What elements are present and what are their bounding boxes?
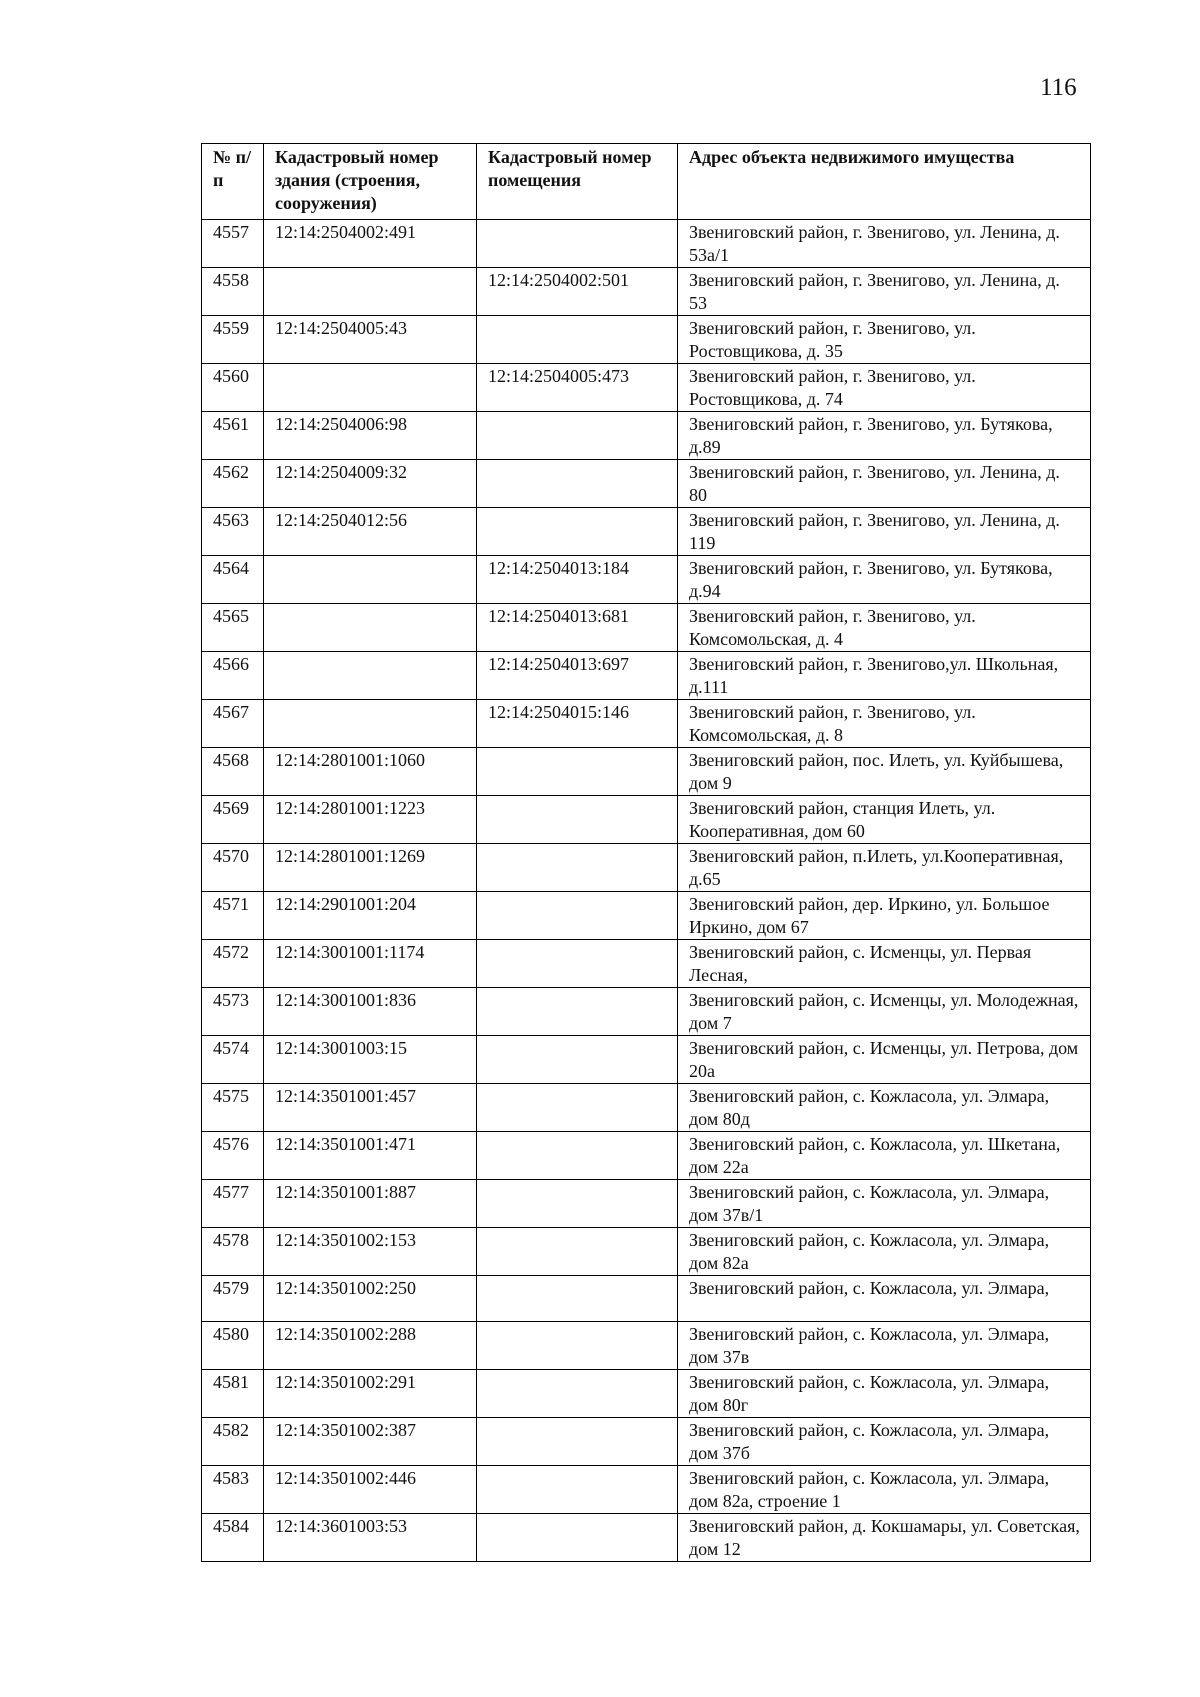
row-number-cell: 4580 bbox=[202, 1321, 264, 1369]
address-cell: Звениговский район, с. Кожласола, ул. Элмара, bbox=[678, 1276, 1091, 1322]
row-number-cell: 4566 bbox=[202, 652, 264, 700]
row-number-cell: 4564 bbox=[202, 556, 264, 604]
building-cadastral-cell: 12:14:2504005:43 bbox=[264, 316, 477, 364]
room-cadastral-cell bbox=[477, 892, 678, 940]
table-row bbox=[202, 268, 1091, 316]
row-number-cell: 4565 bbox=[202, 604, 264, 652]
address-cell: Звениговский район, с. Кожласола, ул. Элмара, дом 80д bbox=[678, 1084, 1091, 1132]
room-cadastral-cell bbox=[477, 1036, 678, 1084]
building-cadastral-cell: 12:14:2504012:56 bbox=[264, 508, 477, 556]
room-cadastral-cell bbox=[477, 844, 678, 892]
row-number-cell: 4581 bbox=[202, 1369, 264, 1417]
building-cadastral-cell: 12:14:3501001:887 bbox=[264, 1180, 477, 1228]
building-cadastral-cell: 12:14:3501002:288 bbox=[264, 1321, 477, 1369]
building-cadastral-cell: 12:14:2504006:98 bbox=[264, 412, 477, 460]
address-cell: Звениговский район, г. Звенигово, ул. Ленина, д. 80 bbox=[678, 460, 1091, 508]
room-cadastral-cell bbox=[477, 1321, 678, 1369]
row-number-cell: 4576 bbox=[202, 1132, 264, 1180]
room-cadastral-cell bbox=[477, 796, 678, 844]
table-row bbox=[202, 412, 1091, 460]
table-row bbox=[202, 604, 1091, 652]
room-cadastral-cell bbox=[477, 1369, 678, 1417]
building-cadastral-cell: 12:14:2801001:1269 bbox=[264, 844, 477, 892]
building-cadastral-cell: 12:14:2901001:204 bbox=[264, 892, 477, 940]
row-number-cell: 4569 bbox=[202, 796, 264, 844]
room-cadastral-cell: 12:14:2504013:697 bbox=[477, 652, 678, 700]
table-row bbox=[202, 940, 1091, 988]
building-cadastral-cell: 12:14:3501001:457 bbox=[264, 1084, 477, 1132]
address-cell: Звениговский район, г. Звенигово, ул. Ростовщикова, д. 74 bbox=[678, 364, 1091, 412]
building-cadastral-cell: 12:14:3501002:153 bbox=[264, 1228, 477, 1276]
row-number-cell: 4560 bbox=[202, 364, 264, 412]
table-row bbox=[202, 364, 1091, 412]
table-row bbox=[202, 508, 1091, 556]
table-row bbox=[202, 892, 1091, 940]
table-row bbox=[202, 1132, 1091, 1180]
row-number-cell: 4563 bbox=[202, 508, 264, 556]
address-cell: Звениговский район, г. Звенигово,ул. Школьная, д.111 bbox=[678, 652, 1091, 700]
building-cadastral-cell: 12:14:3501002:446 bbox=[264, 1465, 477, 1513]
room-cadastral-cell bbox=[477, 1417, 678, 1465]
address-cell: Звениговский район, г. Звенигово, ул. Комсомольская, д. 8 bbox=[678, 700, 1091, 748]
building-cadastral-cell: 12:14:3501002:250 bbox=[264, 1276, 477, 1322]
room-cadastral-cell bbox=[477, 220, 678, 268]
table-row bbox=[202, 700, 1091, 748]
address-cell: Звениговский район, г. Звенигово, ул. Ленина, д. 53а/1 bbox=[678, 220, 1091, 268]
header-row-number: № п/п bbox=[202, 144, 264, 220]
address-cell: Звениговский район, д. Кокшамары, ул. Советская, дом 12 bbox=[678, 1513, 1091, 1561]
table-row bbox=[202, 988, 1091, 1036]
address-cell: Звениговский район, с. Исменцы, ул. Петрова, дом 20а bbox=[678, 1036, 1091, 1084]
row-number-cell: 4559 bbox=[202, 316, 264, 364]
address-cell: Звениговский район, с. Кожласола, ул. Элмара, дом 82а, строение 1 bbox=[678, 1465, 1091, 1513]
room-cadastral-cell: 12:14:2504013:184 bbox=[477, 556, 678, 604]
address-cell: Звениговский район, г. Звенигово, ул. Комсомольская, д. 4 bbox=[678, 604, 1091, 652]
room-cadastral-cell bbox=[477, 1513, 678, 1561]
address-cell: Звениговский район, с. Кожласола, ул. Элмара, дом 82а bbox=[678, 1228, 1091, 1276]
building-cadastral-cell: 12:14:3501002:387 bbox=[264, 1417, 477, 1465]
building-cadastral-cell: 12:14:2801001:1223 bbox=[264, 796, 477, 844]
room-cadastral-cell bbox=[477, 316, 678, 364]
building-cadastral-cell: 12:14:3001001:836 bbox=[264, 988, 477, 1036]
table-header-row bbox=[202, 144, 1091, 220]
building-cadastral-cell bbox=[264, 556, 477, 604]
room-cadastral-cell bbox=[477, 460, 678, 508]
table-row bbox=[202, 1036, 1091, 1084]
room-cadastral-cell bbox=[477, 1084, 678, 1132]
row-number-cell: 4583 bbox=[202, 1465, 264, 1513]
property-registry-table bbox=[201, 143, 1091, 1562]
header-room-cadastral: Кадастровый номер помещения bbox=[477, 144, 678, 220]
building-cadastral-cell: 12:14:3601003:53 bbox=[264, 1513, 477, 1561]
table-row bbox=[202, 1465, 1091, 1513]
row-number-cell: 4577 bbox=[202, 1180, 264, 1228]
header-building-cadastral: Кадастровый номер здания (строения, сооружения) bbox=[264, 144, 477, 220]
table-row bbox=[202, 796, 1091, 844]
row-number-cell: 4584 bbox=[202, 1513, 264, 1561]
room-cadastral-cell: 12:14:2504015:146 bbox=[477, 700, 678, 748]
room-cadastral-cell: 12:14:2504002:501 bbox=[477, 268, 678, 316]
table-row bbox=[202, 652, 1091, 700]
address-cell: Звениговский район, с. Кожласола, ул. Элмара, дом 37б bbox=[678, 1417, 1091, 1465]
table-row bbox=[202, 1513, 1091, 1561]
row-number-cell: 4557 bbox=[202, 220, 264, 268]
table-row bbox=[202, 748, 1091, 796]
building-cadastral-cell: 12:14:3001001:1174 bbox=[264, 940, 477, 988]
building-cadastral-cell: 12:14:2504009:32 bbox=[264, 460, 477, 508]
header-address: Адрес объекта недвижимого имущества bbox=[678, 144, 1091, 220]
room-cadastral-cell bbox=[477, 748, 678, 796]
table-row bbox=[202, 1369, 1091, 1417]
room-cadastral-cell bbox=[477, 1276, 678, 1322]
row-number-cell: 4578 bbox=[202, 1228, 264, 1276]
address-cell: Звениговский район, с. Исменцы, ул. Молодежная, дом 7 bbox=[678, 988, 1091, 1036]
building-cadastral-cell bbox=[264, 700, 477, 748]
table-row bbox=[202, 316, 1091, 364]
room-cadastral-cell bbox=[477, 1465, 678, 1513]
row-number-cell: 4567 bbox=[202, 700, 264, 748]
room-cadastral-cell: 12:14:2504005:473 bbox=[477, 364, 678, 412]
row-number-cell: 4572 bbox=[202, 940, 264, 988]
room-cadastral-cell: 12:14:2504013:681 bbox=[477, 604, 678, 652]
row-number-cell: 4561 bbox=[202, 412, 264, 460]
building-cadastral-cell: 12:14:3501001:471 bbox=[264, 1132, 477, 1180]
row-number-cell: 4582 bbox=[202, 1417, 264, 1465]
address-cell: Звениговский район, с. Исменцы, ул. Первая Лесная, bbox=[678, 940, 1091, 988]
row-number-cell: 4568 bbox=[202, 748, 264, 796]
address-cell: Звениговский район, с. Кожласола, ул. Шкетана, дом 22а bbox=[678, 1132, 1091, 1180]
row-number-cell: 4573 bbox=[202, 988, 264, 1036]
row-number-cell: 4570 bbox=[202, 844, 264, 892]
address-cell: Звениговский район, дер. Иркино, ул. Большое Иркино, дом 67 bbox=[678, 892, 1091, 940]
building-cadastral-cell bbox=[264, 364, 477, 412]
table-row bbox=[202, 556, 1091, 604]
table-row bbox=[202, 1321, 1091, 1369]
address-cell: Звениговский район, п.Илеть, ул.Кооперативная, д.65 bbox=[678, 844, 1091, 892]
table-row bbox=[202, 1417, 1091, 1465]
room-cadastral-cell bbox=[477, 940, 678, 988]
table-row bbox=[202, 1228, 1091, 1276]
building-cadastral-cell bbox=[264, 604, 477, 652]
row-number-cell: 4579 bbox=[202, 1276, 264, 1322]
table-row bbox=[202, 844, 1091, 892]
address-cell: Звениговский район, г. Звенигово, ул. Ленина, д. 53 bbox=[678, 268, 1091, 316]
table-row bbox=[202, 1180, 1091, 1228]
address-cell: Звениговский район, пос. Илеть, ул. Куйбышева, дом 9 bbox=[678, 748, 1091, 796]
room-cadastral-cell bbox=[477, 508, 678, 556]
building-cadastral-cell: 12:14:3501002:291 bbox=[264, 1369, 477, 1417]
address-cell: Звениговский район, с. Кожласола, ул. Элмара, дом 37в/1 bbox=[678, 1180, 1091, 1228]
room-cadastral-cell bbox=[477, 1228, 678, 1276]
table-row bbox=[202, 460, 1091, 508]
row-number-cell: 4574 bbox=[202, 1036, 264, 1084]
row-number-cell: 4571 bbox=[202, 892, 264, 940]
room-cadastral-cell bbox=[477, 988, 678, 1036]
address-cell: Звениговский район, с. Кожласола, ул. Элмара, дом 37в bbox=[678, 1321, 1091, 1369]
table-row bbox=[202, 1084, 1091, 1132]
row-number-cell: 4558 bbox=[202, 268, 264, 316]
row-number-cell: 4562 bbox=[202, 460, 264, 508]
building-cadastral-cell bbox=[264, 268, 477, 316]
building-cadastral-cell bbox=[264, 652, 477, 700]
building-cadastral-cell: 12:14:3001003:15 bbox=[264, 1036, 477, 1084]
building-cadastral-cell: 12:14:2801001:1060 bbox=[264, 748, 477, 796]
room-cadastral-cell bbox=[477, 1180, 678, 1228]
address-cell: Звениговский район, г. Звенигово, ул. Бутякова, д.94 bbox=[678, 556, 1091, 604]
address-cell: Звениговский район, г. Звенигово, ул. Ростовщикова, д. 35 bbox=[678, 316, 1091, 364]
address-cell: Звениговский район, с. Кожласола, ул. Элмара, дом 80г bbox=[678, 1369, 1091, 1417]
room-cadastral-cell bbox=[477, 412, 678, 460]
table-row bbox=[202, 1276, 1091, 1322]
address-cell: Звениговский район, станция Илеть, ул. Кооперативная, дом 60 bbox=[678, 796, 1091, 844]
page-number: 116 bbox=[1040, 74, 1077, 101]
row-number-cell: 4575 bbox=[202, 1084, 264, 1132]
room-cadastral-cell bbox=[477, 1132, 678, 1180]
address-cell: Звениговский район, г. Звенигово, ул. Бутякова, д.89 bbox=[678, 412, 1091, 460]
address-cell: Звениговский район, г. Звенигово, ул. Ленина, д. 119 bbox=[678, 508, 1091, 556]
building-cadastral-cell: 12:14:2504002:491 bbox=[264, 220, 477, 268]
table-row bbox=[202, 220, 1091, 268]
